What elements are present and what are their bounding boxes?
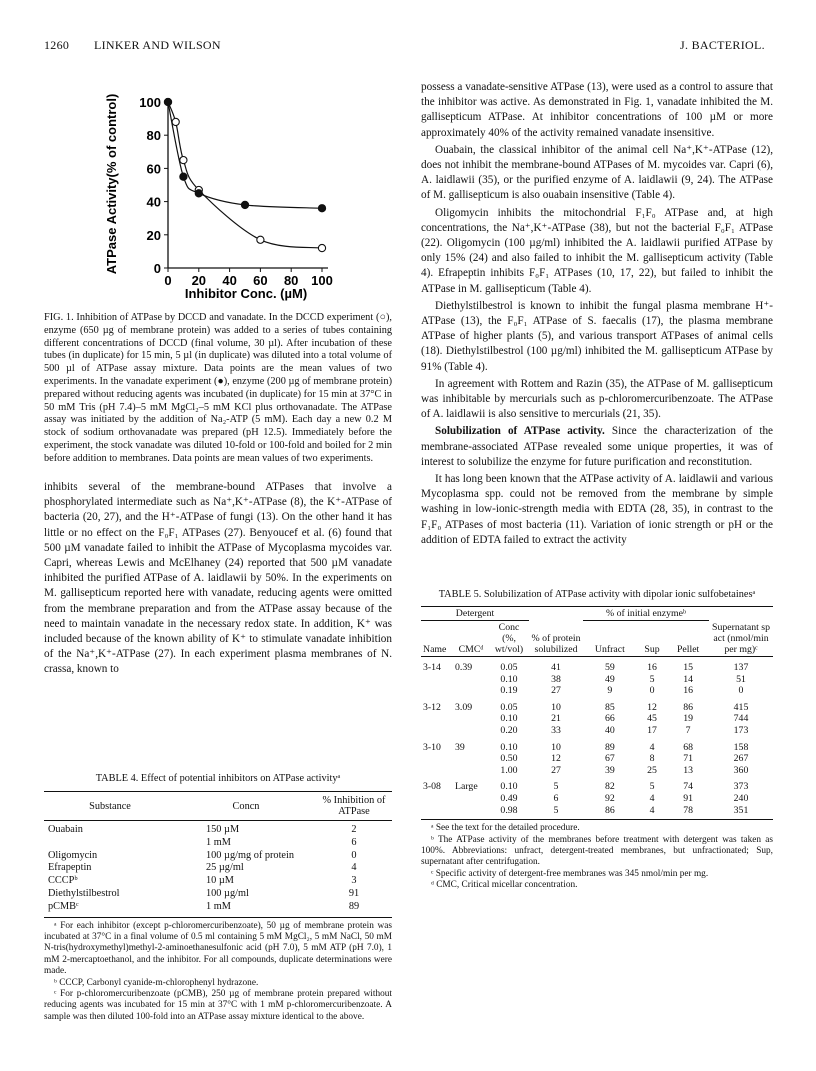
table-4-cell-concn: 100 µg/ml [206,887,249,899]
y-tick-label: 0 [153,261,161,276]
table-5-header-protein: % of protein solubilized [531,633,581,655]
table-5-cell-sup: 12 [647,701,657,713]
table-row [44,862,392,875]
page-number: 1260 [44,38,70,52]
section-heading-solubilization: Solubilization of ATPase activity. [435,425,605,438]
table-row [44,837,392,850]
figure-1-caption-text: Inhibition of ATPase by DCCD and vanadate. In the DCCD experiment (○), enzyme (650 µg of membrane protein) was added to a series of tubes containing different concentrations of DCCD (final volume, 30 µl). After incubation of these tubes (in duplicate) for 15 min, 5 µl (in duplicate) was diluted into a total volume of 500 µl of ATPase assay mixture. Data points are the mean values of two experiments. In the vanadate experiment (●), enzyme (200 µg of membrane protein) prepared without reducing agents was incubated (in duplicate) for 15 min at 37°C in 50 mM Tris (pH 7.4)–5 mM MgCl₂–5 mM KCl plus orthovanadate. The ATPase assay was initiated by the addition of Na₂-ATP (5 mM). Each day a new 0.2 M stock of sodium orthovanadate was prepared (pH 12.5). Immediately before the experiment, the stock vanadate was diluted 10-fold or 100-fold and boiled for 2 min before addition to membranes. Data points are mean values of two experiments. [44,312,392,464]
table-5-cell-pellet: 16 [683,685,694,697]
table-5-cell-pellet: 14 [683,673,694,685]
table-row [44,850,392,863]
table-5-cell-sup: 25 [647,764,657,776]
table-5-cell-spact: 0 [738,685,744,697]
table-5-cell-spact: 360 [733,764,749,776]
table-5-cell-cmc [453,765,489,777]
table-5-cell-sup: 8 [649,753,655,765]
table-4-cell-substance [44,837,176,850]
vanadate-data-point [164,98,171,105]
table-5-cell-pellet: 86 [683,701,694,713]
table-5-cell-unfract: 49 [604,673,615,685]
right-column-text [421,80,773,550]
table-5-cell-spact: 51 [736,673,746,685]
dccd-curve [168,102,322,248]
table-4-cell-concn: 150 µM [206,824,240,835]
table-5-cell-cmc [453,805,489,817]
table-5-cell-conc: 0.20 [500,724,518,736]
right-paragraph-7: It has long been known that the ATPase activity of A. laidlawii and various Mycoplasma spp. could not be removed from the membrane by simple washing in low-ionic-strength media with EDTA (28, 35), in contrast to the F₁F₀ ATPases of most bacteria (11). Variation of ionic strength or pH or the addition of EDTA failed to extract the activity [421,473,773,546]
table-row [421,725,773,737]
table-5-cell-protein: 38 [551,673,561,685]
table-row [421,674,773,686]
x-axis-label: Inhibitor Conc. (µM) [184,286,308,301]
table-5-cell-name [421,805,453,817]
table-5-cell-conc: 0.19 [500,685,518,697]
figure-1-caption-label: FIG. 1. [44,312,74,323]
table-5-cell-unfract: 82 [604,781,615,793]
table-5-cell-spact: 351 [733,804,749,816]
table-4-cell-substance: Efrapeptin [48,862,92,874]
table-5-cell-spact: 267 [733,753,749,765]
table-row [421,657,773,674]
vanadate-data-point [318,205,325,212]
table-5-cell-conc: 0.10 [500,673,518,685]
right-paragraph-4: Diethylstilbestrol is known to inhibit the fungal plasma membrane H⁺-ATPase (13), the F₀F₁ ATPase of S. faecalis (17), the plasma membrane ATPase of higher plants (5), and various transport ATPases of animal cells (18). Diethylstilbestrol (100 µg/ml) inhibited the M. gallisepticum ATPase by 91% (Table 4). [421,299,773,373]
table-5-cell-sup: 4 [649,741,655,753]
dccd-data-point [318,244,325,251]
x-tick-label: 0 [164,273,172,288]
running-authors: LINKER AND WILSON [94,38,221,52]
table-5-cell-spact: 137 [733,662,749,673]
table-5-cell-spact: 173 [733,724,749,736]
table-5-header-detergent: Detergent [421,607,529,621]
table-5-cell-cmc [453,674,489,686]
table-5-header-spact: Supernatant sp act (nmol/min per mg)ᶜ [712,622,770,655]
left-paragraph-1: inhibits several of the membrane-bound ATPases that involve a phosphorylated intermediate such as Na⁺,K⁺-ATPase (8), the K⁺-ATPase of bacteria (20, 27), and the H⁺-ATPase of fungi (13). On the other hand it has little or no effect on the F₀F₁ ATPases (27). Benyoucef et al. (6) found that 500 µM vanadate failed to inhibit the ATPase of Mycoplasma mycoides var. Capri, whereas Lewis and McElhaney (24) reported that 500 µM vanadate inhibited the purified ATPase of A. laidlawii by 50%. In the experiments on M. gallisepticum reported here with vanadate, reducing agents were omitted from the membrane preparation and from the ATPase assay because of the need to maintain vanadate in the necessary redox state. In addition, K⁺ was included because of the known ability of K⁺ to stimulate vanadate inhibition of the Na⁺,K⁺-ATPase (27). In each experiment plasma membranes of N. crassa, known to [44,481,392,676]
table-4-cell-substance: Ouabain [48,824,83,835]
table-4-caption: TABLE 4. Effect of potential inhibitors on ATPase activityᵃ [95,773,341,784]
table-row [421,765,773,777]
table-5-cell-name: 3-12 [423,701,441,713]
table-5-cell-spact: 158 [733,741,749,753]
table-row [44,901,392,914]
table-5-cell-unfract: 59 [604,662,615,673]
x-tick-label: 80 [283,273,299,288]
table-5-cell-sup: 4 [649,804,655,816]
table-5-cell-unfract: 66 [604,713,615,725]
table-5-cell-pellet: 74 [683,781,694,793]
table-5-cell-conc: 0.05 [500,662,518,673]
table-4-cell-inhibition: 0 [351,849,357,861]
table-5-cell-name: 3-08 [423,781,441,793]
table-row [421,805,773,817]
table-row [421,753,773,765]
table-5-cell-name [421,765,453,777]
dccd-data-point [172,118,179,125]
table-4-cell-inhibition: 6 [351,836,357,848]
table-5-footnote-a: ᵃ See the text for the detailed procedure. [431,823,580,834]
table-5-cell-protein: 5 [553,781,559,793]
table-4-footnote-b: ᵇ CCCP, Carbonyl cyanide-m-chlorophenyl hydrazone. [54,977,259,988]
left-column-text [44,480,392,680]
table-5-header-pellet: Pellet [676,644,700,655]
table-5-cell-cmc [453,793,489,805]
table-4-cell-substance: pCMBᶜ [48,900,79,912]
figure-1 [96,84,346,306]
table-4-footnotes [44,921,392,1024]
table-4-footnote-c: ᶜ For p-chloromercuribenzoate (pCMB), 250 µg of membrane protein prepared without reducing agents was incubated for 15 min at 37°C with 1 mM p-chloromercuribenzoate. A sample was then diluted 100-fold into an ATPase assay mixture identical to the above. [44,989,392,1022]
table-5-cell-unfract: 85 [604,701,615,713]
table-5-cell-name [421,725,453,737]
table-5-cell-pellet: 78 [683,804,694,816]
running-journal: J. BACTERIOL. [680,38,765,52]
table-5-cell-protein: 27 [551,685,561,697]
table-5-cell-spact: 240 [733,792,749,804]
vanadate-data-point [241,201,248,208]
table-5-footnote-b: ᵇ The ATPase activity of the membranes before treatment with detergent was taken as 100%. Abbreviations: unfract, detergent-treated membranes, but unfractionated; Sup, supernatant after centrifugation. [421,834,773,868]
table-4-cell-substance: Diethylstilbestrol [48,887,120,899]
table-5-cell-conc: 0.10 [500,713,518,725]
right-paragraph-3: Oligomycin inhibits the mitochondrial F₁F₀ ATPase and, at high concentrations, the Na⁺,K⁺-ATPase (38), but not the bacterial F₀F₁ ATPase (22). Oligomycin (100 µg/ml) inhibited the A. laidlawii purified ATPase by only 15% (24) and also failed to inhibit the M. gallisepticum activity (Table 4). Efrapeptin inhibits F₀F₁ ATPases (10, 17, 22), but failed to inhibit the ATPase in M. gallisepticum (Table 4). [421,206,773,295]
table-5-cell-conc: 0.50 [500,753,518,765]
table-5-cell-sup: 0 [649,685,655,697]
table-5-cell-spact: 373 [733,781,749,793]
table-5-footnote-d: ᵈ CMC, Critical micellar concentration. [431,880,578,891]
table-5-cell-unfract: 40 [604,724,615,736]
right-paragraph-1: possess a vanadate-sensitive ATPase (13), were used as a control to assure that the inhibitor was active. As demonstrated in Fig. 1, vanadate inhibited the M. gallisepticum ATPase. At inhibitor concentrations of 100 µM or more approximately 40% of the activity remained vanadate insensitive. [421,81,773,139]
table-row [421,737,773,754]
table-5-header-conc: Conc (%, wt/vol) [494,622,524,655]
table-5-header-cmc: CMCᵈ [458,644,484,655]
table-5-header-unfract: Unfract [594,644,625,655]
figure-1-chart [96,84,346,306]
table-4-cell-inhibition: 4 [351,862,357,874]
table-5-cell-protein: 6 [553,792,559,804]
table-5-cell-unfract: 89 [604,741,615,753]
table-row [421,685,773,697]
table-5-cell-spact: 415 [733,701,749,713]
table-5-cell-pellet: 7 [685,724,691,736]
table-row [421,776,773,793]
y-tick-label: 20 [146,227,161,243]
table-4-cell-concn: 1 mM [206,836,231,848]
dccd-data-point [257,236,264,243]
table-4-cell-substance: Oligomycin [48,849,98,861]
table-5-cell-sup: 5 [649,781,655,793]
table-5-cell-cmc [453,725,489,737]
table-5-cell-conc: 0.10 [500,781,518,793]
x-tick-label: 100 [311,273,333,288]
table-5-cell-protein: 33 [551,724,561,736]
table-row [44,875,392,888]
table-5-header-initial: % of initial enzymeᵇ [583,607,709,621]
table-5-header-name: Name [423,644,447,655]
table-5-cell-pellet: 71 [683,753,694,765]
x-tick-label: 60 [253,273,268,288]
right-paragraph-6-text: Since the characterization of the membrane-associated ATPase revealed some unique properties, it was of interest to solubilize the enzyme for future purification and reconstitution. [421,425,773,468]
table-5-cell-conc: 0.98 [500,804,518,816]
table-5-cell-protein: 21 [551,713,561,725]
table-5-cell-protein: 27 [551,764,561,776]
y-tick-label: 100 [139,95,161,110]
table-5-cell-sup: 17 [647,724,657,736]
table-5-cell-pellet: 68 [683,741,694,753]
table-5-cell-name [421,753,453,765]
table-4-header-inhibition: % Inhibition of ATPase [322,795,386,817]
table-4-cell-concn: 25 µg/ml [206,862,244,874]
table-5-cell-unfract: 92 [604,792,615,804]
table-5-cell-cmc: Large [455,781,478,793]
table-5-cell-cmc [453,685,489,697]
right-paragraph-6 [421,424,773,470]
table-5-cell-name [421,793,453,805]
table-5-cell-name [421,685,453,697]
table-5-header-sup: Sup [644,644,660,655]
table-4 [44,772,392,1023]
table-5-footnotes [421,823,773,891]
table-5-cell-sup: 45 [647,713,657,725]
y-tick-label: 40 [146,194,161,210]
table-5-cell-cmc: 39 [455,741,465,753]
table-5-caption: TABLE 5. Solubilization of ATPase activity with dipolar ionic sulfobetainesᵃ [438,589,756,600]
table-5-cell-unfract: 67 [604,753,615,765]
table-5-cell-sup: 4 [649,792,655,804]
x-tick-label: 40 [222,273,237,288]
table-5-cell-protein: 5 [553,804,559,816]
table-5-cell-cmc: 3.09 [455,701,473,713]
x-tick-label: 20 [191,273,207,288]
table-5-cell-sup: 5 [649,673,655,685]
table-5-cell-sup: 16 [647,662,657,673]
table-4-cell-concn: 100 µg/mg of protein [206,849,295,861]
table-5-cell-pellet: 13 [683,764,694,776]
table-5-cell-conc: 0.10 [500,741,518,753]
table-row [421,713,773,725]
table-5-cell-protein: 10 [551,701,561,713]
table-5-cell-pellet: 19 [683,713,694,725]
table-4-cell-concn: 1 mM [206,900,231,912]
table-row [44,821,392,837]
table-5-cell-pellet: 91 [683,792,694,804]
table-4-cell-inhibition: 89 [348,900,360,912]
table-4-cell-inhibition: 2 [351,824,357,835]
table-5-cell-protein: 10 [551,741,561,753]
table-row [421,793,773,805]
table-5-cell-unfract: 86 [604,804,615,816]
table-5-cell-protein: 41 [551,662,561,673]
table-5-cell-spact: 744 [733,713,749,725]
table-5-cell-unfract: 9 [607,685,613,697]
table-5-cell-cmc: 0.39 [455,662,473,673]
table-5-cell-name [421,674,453,686]
table-5 [421,588,773,892]
vanadate-data-point [195,190,202,197]
vanadate-curve [168,102,322,208]
table-5-cell-name: 3-14 [423,662,441,673]
table-5-cell-conc: 0.49 [500,792,518,804]
table-5-footnote-c: ᶜ Specific activity of detergent-free membranes was 345 nmol/min per mg. [431,868,709,879]
y-tick-label: 80 [146,128,161,144]
y-tick-label: 60 [146,161,161,177]
table-4-header-substance: Substance [89,800,131,812]
table-5-cell-conc: 1.00 [500,764,518,776]
table-4-footnote-a: ᵃ For each inhibitor (except p-chloromercuribenzoate), 50 µg of membrane protein was incubated at 37°C in a final volume of 0.5 ml containing 5 mM MgCl₂, 5 mM NaCl, 50 mM N-tris(hydroxymethyl)methyl-2-aminoethanesulfonic acid (pH 7.0), 5 mM ATP (pH 7.0), 1 mM 2-mercaptoethanol, and the inhibitor. For all compounds, duplicate determinations were made. [44,920,392,977]
table-5-cell-unfract: 39 [604,764,615,776]
dccd-data-point [180,157,187,164]
table-5-cell-cmc [453,713,489,725]
table-row [421,697,773,714]
table-5-cell-name [421,713,453,725]
table-5-cell-cmc [453,753,489,765]
table-5-cell-pellet: 15 [683,662,694,673]
right-paragraph-2: Ouabain, the classical inhibitor of the animal cell Na⁺,K⁺-ATPase (12), does not inhibit the membrane-bound ATPases of M. mycoides var. Capri (6), A. laidlawii (35), or the purified enzyme of A. laidlawii (9, 24). The ATPase of M. gallisepticum is also ouabain insensitive (Table 4). [421,143,773,202]
table-4-cell-inhibition: 91 [348,887,360,899]
table-4-cell-inhibition: 3 [351,875,357,887]
right-paragraph-5: In agreement with Rottem and Razin (35), the ATPase of M. gallisepticum was inhibitable by mercurials such as p-chloromercuribenzoate. The ATPase of A. laidlawii is also sensitive to mercurials (21, 35). [421,377,773,421]
table-5-cell-name: 3-10 [423,741,441,753]
figure-1-caption [44,312,392,466]
table-5-cell-protein: 12 [551,753,561,765]
table-4-cell-substance: CCCPᵇ [48,875,78,887]
table-4-cell-concn: 10 µM [206,875,234,887]
y-axis-label: ATPase Activity(% of control) [104,93,119,275]
table-5-cell-conc: 0.05 [500,701,518,713]
table-row [44,888,392,901]
table-4-header-concn: Concn [232,800,260,812]
vanadate-data-point [180,173,187,180]
